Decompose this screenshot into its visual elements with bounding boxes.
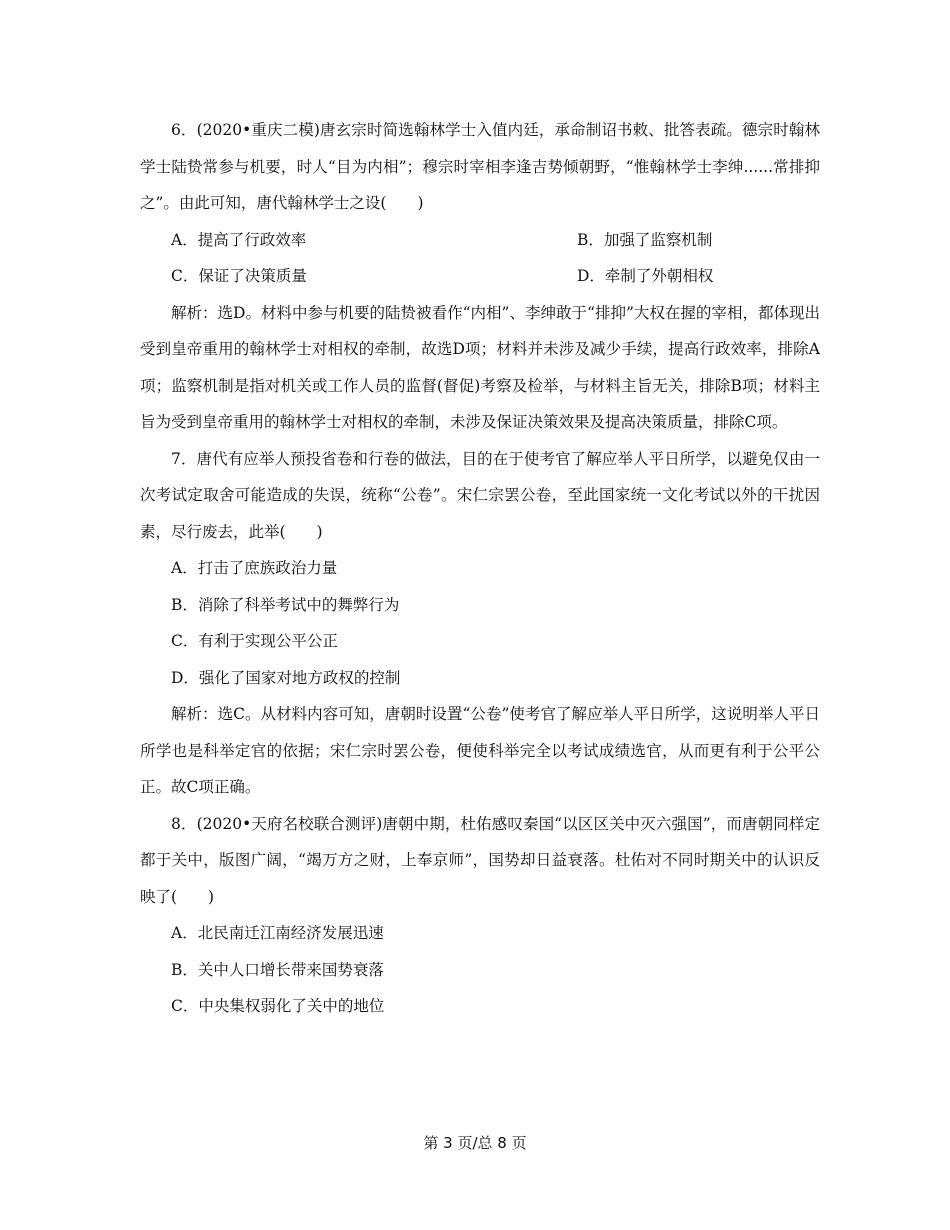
question-7-option-c: C．有利于实现公平公正 [171, 632, 338, 650]
page-content [140, 112, 820, 1025]
question-7-option-b: B．消除了科举考试中的舞弊行为 [171, 595, 400, 614]
question-7-option-a: A．打击了庶族政治力量 [171, 559, 338, 577]
page-number-footer: 第 3 页/总 8 页 [423, 1134, 527, 1152]
question-6-option-a: A．提高了行政效率 [171, 230, 307, 249]
question-8-stem: 8．(2020•天府名校联合测评)唐朝中期，杜佑感叹秦国“以区区关中灭六强国”，而唐朝同样定都于关中，版图广阔，“竭万方之财，上奉京师”，国势却日益衰落。杜佑对不同时期关中的认识反映了( ) [140, 814, 820, 906]
question-6-options-row-2 [140, 258, 820, 295]
question-7-analysis: 解析：选C。从材料内容可知，唐朝时设置“公卷”使考官了解应举人平日所学，这说明举人平日所学也是科举定官的依据；宋仁宗时罢公卷，便使科举完全以考试成绩选官，从而更有利于公平公正。故C项正确。 [140, 705, 820, 796]
question-6-option-d: D．牵制了外朝相权 [577, 267, 714, 285]
question-7-stem: 7．唐代有应举人预投省卷和行卷的做法，目的在于使考官了解应举人平日所学，以避免仅由一次考试定取舍可能造成的失误，统称“公卷”。宋仁宗罢公卷，至此国家统一文化考试以外的干扰因素，尽行废去，此举( ) [140, 449, 820, 541]
question-6-option-c: C．保证了决策质量 [171, 267, 307, 285]
question-7-option-d: D．强化了国家对地方政权的控制 [171, 668, 401, 687]
question-6-analysis: 解析：选D。材料中参与机要的陆贽被看作“内相”、李绅敢于“排抑”大权在握的宰相，都体现出受到皇帝重用的翰林学士对相权的牵制，故选D项；材料并未涉及减少手续，提高行政效率，排除A项；监察机制是指对机关或工作人员的监督(督促)考察及检举，与材料主旨无关，排除B项；材料主旨为受到皇帝重用的翰林学士对相权的牵制，未涉及保证决策效果及提高决策质量，排除C项。 [140, 303, 820, 431]
question-8-option-b: B．关中人口增长带来国势衰落 [171, 960, 384, 979]
question-8-option-a: A．北民南迁江南经济发展迅速 [171, 924, 384, 942]
question-6-stem: 6．(2020•重庆二模)唐玄宗时简选翰林学士入值内廷，承命制诏书敕、批答表疏。德宗时翰林学士陆贽常参与机要，时人“目为内相”；穆宗时宰相李逢吉势倾朝野，“惟翰林学士李绅......常排抑之”。由此可知，唐代翰林学士之设( ) [140, 121, 820, 212]
question-8-option-c: C．中央集权弱化了关中的地位 [171, 997, 385, 1015]
question-6-options-row-1 [140, 222, 820, 259]
question-6-option-b: B．加强了监察机制 [577, 230, 713, 249]
